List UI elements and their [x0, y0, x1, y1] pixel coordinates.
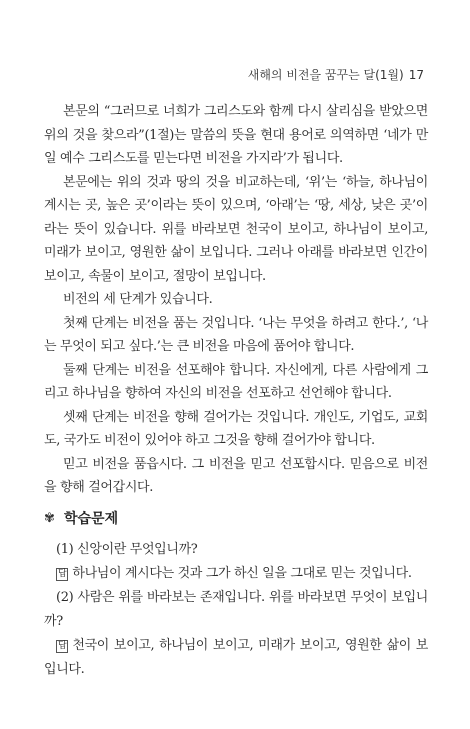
- running-header: [248, 66, 424, 83]
- answer-mark: 답: [58, 641, 67, 651]
- study-questions-section: [44, 508, 428, 682]
- answer-2-text: 천국이 보이고, 하나님이 보이고, 미래가 보이고, 영원한 삶이 보입니다.: [44, 638, 428, 677]
- section-heading: [44, 508, 428, 528]
- paragraph-step-one: 첫째 단계는 비전을 품는 것입니다. ‘나는 무엇을 하려고 한다.’, ‘나는 무엇이 되고 싶다.’는 큰 비전을 마음에 품어야 합니다.: [44, 315, 428, 354]
- question-1: (1) 신앙이란 무엇입니까?: [56, 542, 198, 557]
- flower-bullet-icon: ✾: [44, 510, 55, 526]
- paragraph-three-steps: 비전의 세 단계가 있습니다.: [63, 292, 213, 307]
- body-text: [44, 100, 428, 500]
- paragraph-step-three: 셋째 단계는 비전을 향해 걸어가는 것입니다. 개인도, 기업도, 교회도, 국가도 비전이 있어야 하고 그것을 향해 걸어가야 합니다.: [44, 409, 428, 448]
- question-2: (2) 사람은 위를 바라보는 존재입니다. 위를 바라보면 무엇이 보입니까?: [44, 590, 428, 629]
- answer-2: [44, 634, 428, 682]
- chapter-title: 새해의 비전을 꿈꾸는 달(1월): [247, 68, 404, 82]
- paragraph-step-two: 둘째 단계는 비전을 선포해야 합니다. 자신에게, 다른 사람에게 그리고 하나님을 향하여 자신의 비전을 선포하고 선언해야 합니다.: [44, 362, 428, 401]
- paragraph-intro: 본문의 “그러므로 너희가 그리스도와 함께 다시 살리심을 받았으면 위의 것을 찾으라”(1절)는 말씀의 뜻을 현대 용어로 의역하면 ‘네가 만일 예수 그리스도를 믿는다면 비전을 가지라’가 됩니다.: [44, 104, 428, 166]
- answer-mark: 답: [58, 569, 67, 579]
- paragraph-comparison: 본문에는 위의 것과 땅의 것을 비교하는데, ‘위’는 ‘하늘, 하나님이 계시는 곳, 높은 곳’이라는 뜻이 있으며, ‘아래’는 ‘땅, 세상, 낮은 곳’이라는 뜻이 있습니다. 위를 바라보면 천국이 보이고, 하나님이 보이고, 미래가 보이고, 영원한 삶이 보입니다. 그러나 아래를 바라보면 인간이 보이고, 속물이 보이고, 절망이 보입니다.: [44, 174, 428, 284]
- section-title: 학습문제: [64, 511, 119, 527]
- paragraph-conclusion: 믿고 비전을 품읍시다. 그 비전을 믿고 선포합시다. 믿음으로 비전을 향해 걸어갑시다.: [44, 456, 428, 495]
- page-number: 17: [408, 68, 424, 82]
- answer-1: [44, 562, 428, 586]
- answer-1-text: 하나님이 계시다는 것과 그가 하신 일을 그대로 믿는 것입니다.: [72, 566, 412, 581]
